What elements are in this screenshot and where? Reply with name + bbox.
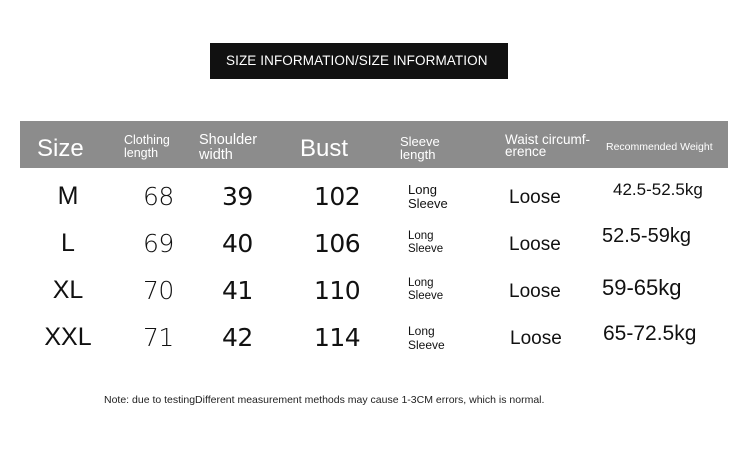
- clothing-length-cell: 71: [143, 323, 174, 352]
- sleeve-cell: Long Sleeve: [408, 182, 448, 211]
- table-row: [0, 313, 750, 359]
- header-waist-circumference: Waist circumf-erence: [505, 132, 590, 159]
- waist-cell: Loose: [509, 281, 561, 302]
- table-row: [0, 266, 750, 312]
- size-cell: L: [61, 229, 75, 257]
- weight-cell: 65-72.5kg: [603, 322, 697, 345]
- weight-cell: 42.5-52.5kg: [613, 180, 703, 199]
- sleeve-cell: Long Sleeve: [408, 230, 444, 255]
- size-cell: XL: [52, 276, 84, 304]
- header-shoulder-width: Shoulder width: [199, 132, 258, 163]
- header-sleeve-length: Sleeve length: [400, 134, 440, 162]
- size-cell: M: [57, 182, 79, 210]
- bust-cell: 106: [314, 229, 361, 258]
- table-row: [0, 219, 750, 265]
- sleeve-cell: Long Sleeve: [408, 324, 445, 352]
- table-row: [0, 172, 750, 218]
- size-info-title: SIZE INFORMATION/SIZE INFORMATION: [210, 43, 508, 79]
- clothing-length-cell: 68: [143, 182, 174, 211]
- waist-cell: Loose: [509, 234, 561, 255]
- header-clothing-length: Clothing length: [124, 133, 170, 160]
- bust-cell: 110: [314, 276, 361, 305]
- table-header: [20, 121, 728, 168]
- header-size: Size: [37, 135, 84, 162]
- measurement-note: Note: due to testingDifferent measurement methods may cause 1-3CM errors, which is normal.: [104, 394, 545, 406]
- waist-cell: Loose: [510, 328, 562, 349]
- clothing-length-cell: 70: [143, 276, 174, 305]
- clothing-length-cell: 69: [143, 229, 174, 258]
- shoulder-width-cell: 39: [222, 182, 253, 211]
- bust-cell: 102: [314, 182, 361, 211]
- weight-cell: 52.5-59kg: [602, 225, 691, 247]
- waist-cell: Loose: [509, 187, 561, 208]
- shoulder-width-cell: 41: [222, 276, 253, 305]
- header-bust: Bust: [300, 135, 349, 162]
- sleeve-cell: Long Sleeve: [408, 277, 444, 302]
- header-recommended-weight: Recommended Weight: [606, 141, 713, 153]
- weight-cell: 59-65kg: [602, 275, 682, 300]
- shoulder-width-cell: 40: [222, 229, 253, 258]
- shoulder-width-cell: 42: [222, 323, 253, 352]
- bust-cell: 114: [314, 323, 361, 352]
- size-cell: XXL: [44, 323, 92, 351]
